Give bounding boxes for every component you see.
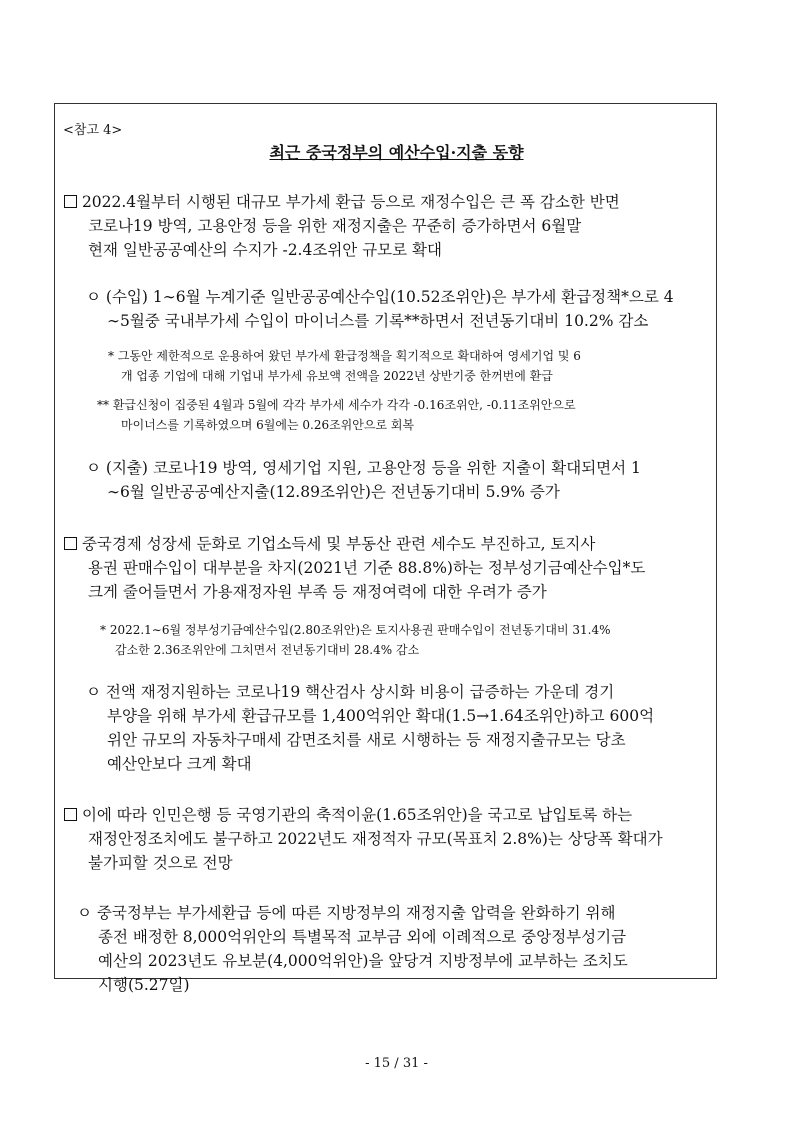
- text-line: ∼5월중 국내부가세 수입이 마이너스를 기록**하면서 전년동기대비 10.2% 감소: [107, 312, 649, 330]
- text-line: 2022.4월부터 시행된 대규모 부가세 환급 등으로 재정수입은 큰 폭 감소한 반면: [81, 193, 620, 211]
- text-line: * 2022.1∼6월 정부성기금예산수입(2.80조위안)은 토지사용권 판매수입이 전년동기대비 31.4%: [100, 623, 611, 637]
- reference-label: <참고 4>: [63, 123, 123, 138]
- text-line: 개 업종 기업에 대해 기업내 부가세 유보액 전액을 2022년 상반기중 한꺼번에 환급: [121, 369, 553, 383]
- local-gov-paragraph: [77, 901, 628, 997]
- stimulus-paragraph: [86, 680, 654, 776]
- section-2: [64, 532, 645, 604]
- checkbox-bullet-icon: [64, 808, 77, 821]
- text-line: 종전 배정한 8,000억위안의 특별목적 교부금 외에 이례적으로 중앙정부성기금: [98, 928, 627, 946]
- revenue-footnote-1: [108, 346, 581, 386]
- section-1: [64, 190, 620, 262]
- text-line: 예산의 2023년도 유보분(4,000억위안)을 앞당겨 지방정부에 교부하는 조치도: [98, 952, 628, 970]
- text-line: ** 환급신청이 집중된 4월과 5월에 각각 부가세 세수가 각각 -0.16조위안, -0.11조위안으로: [97, 398, 576, 412]
- text-line: * 그동안 제한적으로 운용하여 왔던 부가세 환급정책을 획기적으로 확대하여 영세기업 및 6: [108, 349, 581, 363]
- text-line: 불가피할 것으로 전망: [88, 854, 233, 872]
- text-line: 중국경제 성장세 둔화로 기업소득세 및 부동산 관련 세수도 부진하고, 토지사: [81, 535, 596, 553]
- revenue-paragraph: [86, 285, 674, 333]
- text-line: ∼6월 일반공공예산지출(12.89조위안)은 전년동기대비 5.9% 증가: [107, 483, 560, 501]
- fund-footnote: [100, 620, 611, 660]
- expenditure-paragraph: [86, 456, 641, 504]
- checkbox-bullet-icon: [64, 195, 77, 208]
- page-title: 최근 중국정부의 예산수입·지출 동향: [269, 143, 524, 162]
- text-line: 현재 일반공공예산의 수지가 -2.4조위안 규모로 확대: [88, 241, 442, 259]
- text-line: ㅇ 중국정부는 부가세환급 등에 따른 지방정부의 재정지출 압력을 완화하기 위해: [77, 904, 616, 922]
- text-line: 이에 따라 인민은행 등 국영기관의 축적이윤(1.65조위안)을 국고로 납입토록 하는: [81, 806, 633, 824]
- text-line: 부양을 위해 부가세 환급규모를 1,400억위안 확대(1.5→1.64조위안)하고 600억: [107, 707, 655, 725]
- checkbox-bullet-icon: [64, 537, 77, 550]
- text-line: 시행(5.27일): [98, 976, 190, 994]
- page-number: - 15 / 31 -: [365, 1056, 428, 1071]
- text-line: 재정안정조치에도 불구하고 2022년도 재정적자 규모(목표치 2.8%)는 상당폭 확대가: [88, 830, 663, 848]
- text-line: 감소한 2.36조위안에 그치면서 전년동기대비 28.4% 감소: [115, 643, 420, 657]
- text-line: ㅇ 전액 재정지원하는 코로나19 핵산검사 상시화 비용이 급증하는 가운데 경기: [86, 683, 615, 701]
- text-line: 코로나19 방역, 고용안정 등을 위한 재정지출은 꾸준히 증가하면서 6월말: [88, 217, 582, 235]
- revenue-footnote-2: [97, 395, 576, 435]
- text-line: 크게 줄어들면서 가용재정자원 부족 등 재정여력에 대한 우려가 증가: [88, 583, 547, 601]
- text-line: 용권 판매수입이 대부분을 차지(2021년 기준 88.8%)하는 정부성기금예산수입*도: [88, 559, 646, 577]
- text-line: ㅇ (수입) 1∼6월 누계기준 일반공공예산수입(10.52조위안)은 부가세 환급정책*으로 4: [86, 288, 674, 306]
- text-line: 예산안보다 크게 확대: [107, 755, 252, 773]
- section-3: [64, 803, 663, 875]
- text-line: ㅇ (지출) 코로나19 방역, 영세기업 지원, 고용안정 등을 위한 지출이 확대되면서 1: [86, 459, 641, 477]
- text-line: 마이너스를 기록하였으며 6월에는 0.26조위안으로 회복: [121, 418, 415, 432]
- text-line: 위안 규모의 자동차구매세 감면조치를 새로 시행하는 등 재정지출규모는 당초: [107, 731, 626, 749]
